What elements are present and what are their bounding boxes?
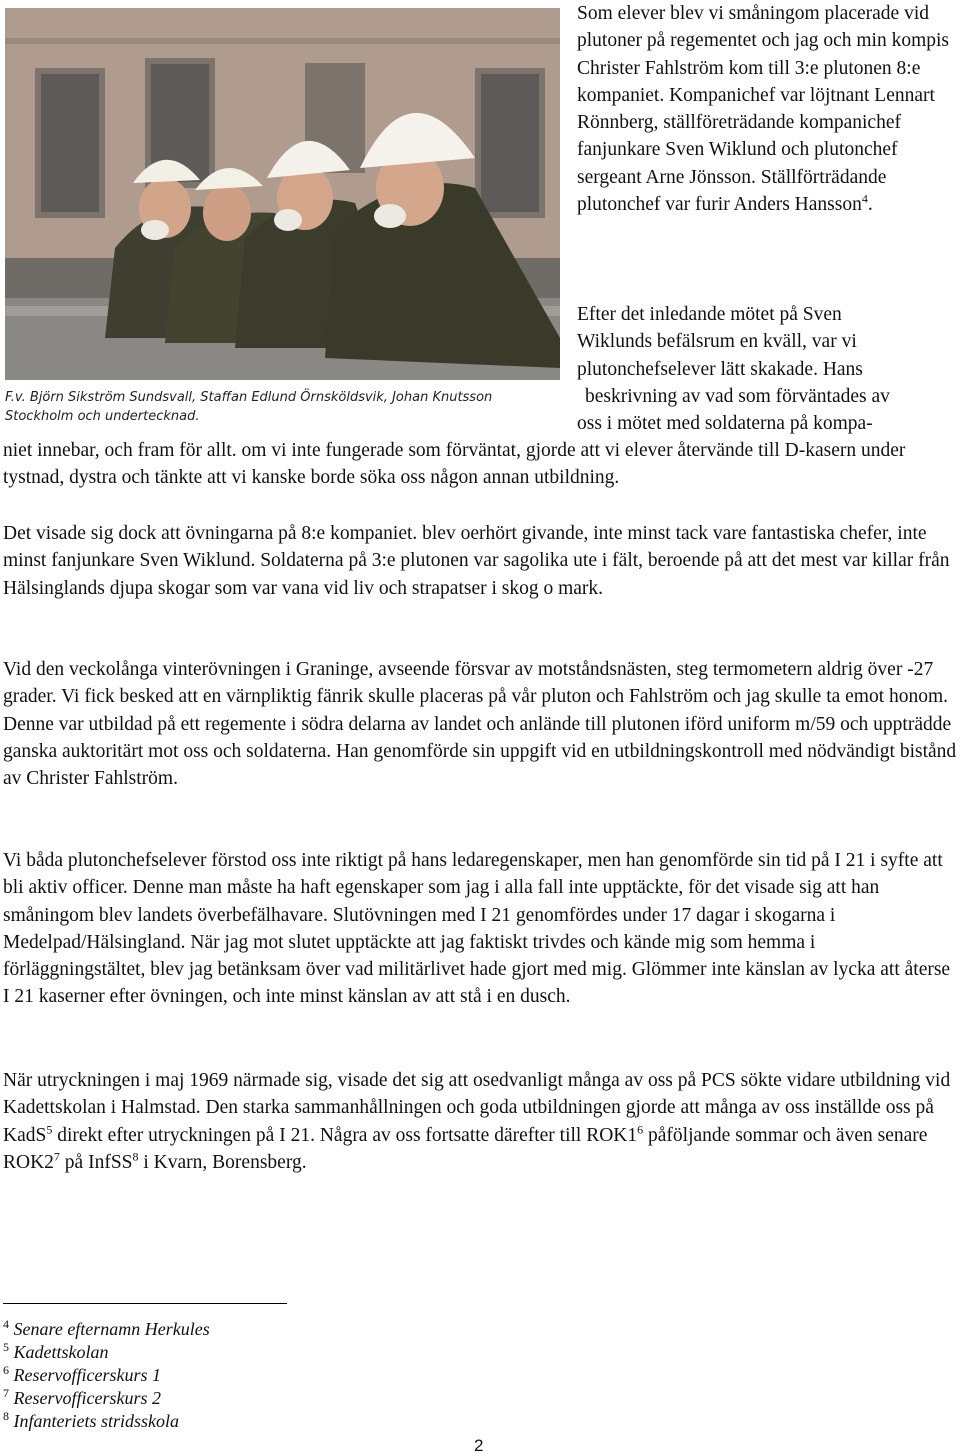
footnote-7: $^7$ Reservofficerskurs 2 — [3, 1386, 161, 1408]
soldiers-photo — [5, 8, 560, 380]
footnote-divider — [3, 1303, 287, 1304]
paragraph-6: När utryckningen i maj 1969 närmade sig, visade det sig att osedvanligt många av oss på PCS sökte vidare utbildning vid Kadettskolan i Halmstad. Den starka sammanhållningen och goda utbildningen gjorde att många av oss inställde oss på KadS$^5$ direkt efter utryckningen på I 21. Några av oss fortsatte därefter till $ROK1^6$ påföljande sommar och även senare $ROK2^7$ på InfSS$^8$ i Kvarn, Borensberg. — [3, 1070, 951, 1173]
paragraph-2-line-5: oss i mötet med soldaterna på kompa- — [577, 413, 873, 434]
paragraph-2-line-4: beskrivning av vad som förväntades av — [585, 386, 890, 407]
footnote-4: $^4$ Senare efternamn Herkules — [3, 1317, 210, 1339]
footnote-5: $^5$ Kadettskolan — [3, 1340, 109, 1362]
paragraph-5: Vi båda plutonchefselever förstod oss inte riktigt på hans ledaregenskaper, men han genomförde sin tid på I 21 i syfte att bli aktiv officer. Denne man måste ha haft egenskaper som jag i alla fall inte upptäckte, för det visade sig att han småningom blev landets överbefälhavare. Slutövningen med I 21 genomfördes under 17 dagar i skogarna i Medelpad/Hälsingland. När jag mot slutet upptäckte att jag faktiskt trivdes och kände mig som hemma i förläggningstältet, blev jag betänksam över vad militärlivet hade gjort med mig. Glömmer inte känslan av lycka att återse I 21 kaserner efter övningen, och inte minst känslan av att stå i en dusch. — [3, 850, 951, 1008]
paragraph-3: Det visade sig dock att övningarna på 8:e kompaniet. blev oerhört givande, inte minst tack vare fantastiska chefer, inte minst fanjunkare Sven Wiklund. Soldaterna på 3:e plutonen var sagolika ute i fält, beroende på att det mest var killar från Hälsinglands djupa skogar som var vana vid liv och strapatser i skog o mark. — [3, 523, 950, 599]
footnote-ref-7[interactable]: 7 — [53, 1149, 60, 1164]
footnote-ref-8[interactable]: 8 — [132, 1149, 139, 1164]
footnote-6: $^6$ Reservofficerskurs 1 — [3, 1363, 161, 1385]
paragraph-4: Vid den veckolånga vinterövningen i Graninge, avseende försvar av motståndsnästen, steg termometern aldrig över -27 grader. Vi fick besked att en värnpliktig fänrik skulle placeras på vår pluton och Fahlström och jag skulle ta emot honom. Denne var utbildad på ett regemente i södra delarna av landet och anlände till plutonen iförd uniform m/59 och uppträdde ganska auktoritärt mot oss och soldaterna. Han genomförde sin uppgift vid en utbildningskontroll med nödvändigt bistånd av Christer Fahlström. — [3, 659, 957, 790]
photo-illustration — [5, 8, 560, 380]
footnote-ref-6[interactable]: 6 — [637, 1122, 644, 1137]
footnote-ref-5[interactable]: 5 — [46, 1122, 53, 1137]
paragraph-2-column: Efter det inledande mötet på Sven Wiklunds befälsrum en kväll, var vi plutonchefselever lätt skakade. Hans — [577, 304, 863, 380]
footnote-ref-4[interactable]: 4 — [861, 191, 868, 206]
page-number: 2 — [474, 1436, 484, 1455]
paragraph-2-rest: niet innebar, och fram för allt. om vi inte fungerade som förväntat, gjorde att vi elever återvände till D-kasern under tystnad, dystra och tänkte att vi kanske borde söka oss någon annan utbildning. — [3, 440, 906, 489]
paragraph-1: Som elever blev vi småningom placerade vid plutoner på regementet och jag och min kompis Christer Fahlström kom till 3:e plutonen 8:e kompaniet. Kompanichef var löjtnant Lennart Rönnberg, ställföreträdande kompanichef fanjunkare Sven Wiklund och plutonchef sergeant Arne Jönsson. Ställförträdande plutonchef var furir Anders Hansson$^4$. — [577, 3, 950, 216]
footnote-8: $^8$ Infanteriets stridsskola — [3, 1409, 179, 1431]
photo-caption: F.v. Björn Sikström Sundsvall, Staffan Edlund Örnsköldsvik, Johan Knutsson Stockholm och undertecknad. — [5, 390, 493, 424]
